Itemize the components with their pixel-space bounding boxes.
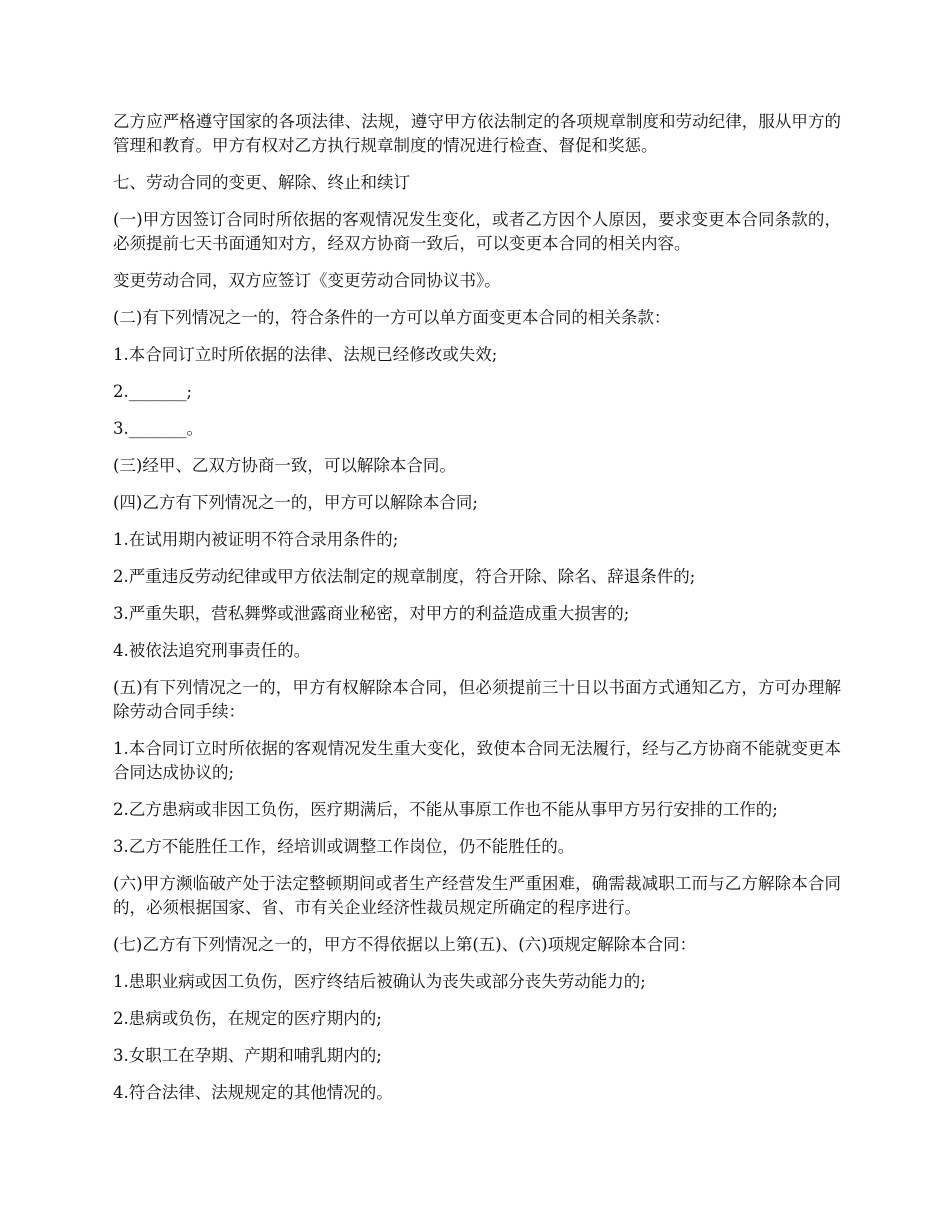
- list-item-blank: 3._______。: [113, 419, 203, 438]
- list-item: 1.患职业病或因工负伤，医疗终结后被确认为丧失或部分丧失劳动能力的;: [113, 972, 646, 991]
- clause-7: (七)乙方有下列情况之一的，甲方不得依据以上第(五)、(六)项规定解除本合同：: [113, 935, 697, 954]
- list-item: 3.乙方不能胜任工作，经培训或调整工作岗位，仍不能胜任的。: [113, 837, 575, 856]
- section-heading-7: 七、劳动合同的变更、解除、终止和续订: [113, 173, 410, 192]
- list-item: 3.女职工在孕期、产期和哺乳期内的;: [113, 1046, 382, 1065]
- clause-6: (六)甲方濒临破产处于法定整顿期间或者生产经营发生严重困难，确需裁减职工而与乙方解除本合同的，必须根据国家、省、市有关企业经济性裁员规定所确定的程序进行。: [113, 874, 841, 917]
- list-item: 4.符合法律、法规规定的其他情况的。: [113, 1083, 393, 1102]
- list-item: 1.本合同订立时所依据的客观情况发生重大变化，致使本合同无法履行，经与乙方协商不能就变更本合同达成协议的;: [113, 739, 841, 782]
- clause-5: (五)有下列情况之一的，甲方有权解除本合同，但必须提前三十日以书面方式通知乙方，方可办理解除劳动合同手续：: [113, 678, 841, 721]
- paragraph-obligations: 乙方应严格遵守国家的各项法律、法规，遵守甲方依法制定的各项规章制度和劳动纪律，服从甲方的管理和教育。甲方有权对乙方执行规章制度的情况进行检查、督促和奖惩。: [113, 112, 841, 155]
- clause-3: (三)经甲、乙双方协商一致，可以解除本合同。: [113, 456, 456, 475]
- list-item: 3.严重失职，营私舞弊或泄露商业秘密，对甲方的利益造成重大损害的;: [113, 604, 630, 623]
- list-item: 2.乙方患病或非因工负伤，医疗期满后，不能从事原工作也不能从事甲方另行安排的工作的;: [113, 800, 778, 819]
- list-item: 2.严重违反劳动纪律或甲方依法制定的规章制度，符合开除、除名、辞退条件的;: [113, 567, 696, 586]
- list-item: 1.本合同订立时所依据的法律、法规已经修改或失效;: [113, 345, 498, 364]
- clause-4: (四)乙方有下列情况之一的，甲方可以解除本合同;: [113, 493, 478, 512]
- list-item: 1.在试用期内被证明不符合录用条件的;: [113, 530, 399, 549]
- list-item: 4.被依法追究刑事责任的。: [113, 641, 311, 660]
- paragraph-change-agreement: 变更劳动合同，双方应签订《变更劳动合同协议书》。: [113, 271, 501, 290]
- clause-2: (二)有下列情况之一的，符合条件的一方可以单方面变更本合同的相关条款：: [113, 308, 671, 327]
- list-item-blank: 2._______;: [113, 382, 193, 401]
- document-page: [113, 110, 841, 1118]
- clause-1: (一)甲方因签订合同时所依据的客观情况发生变化，或者乙方因个人原因，要求变更本合同条款的，必须提前七天书面通知对方，经双方协商一致后，可以变更本合同的相关内容。: [113, 210, 841, 253]
- list-item: 2.患病或负伤，在规定的医疗期内的;: [113, 1009, 382, 1028]
